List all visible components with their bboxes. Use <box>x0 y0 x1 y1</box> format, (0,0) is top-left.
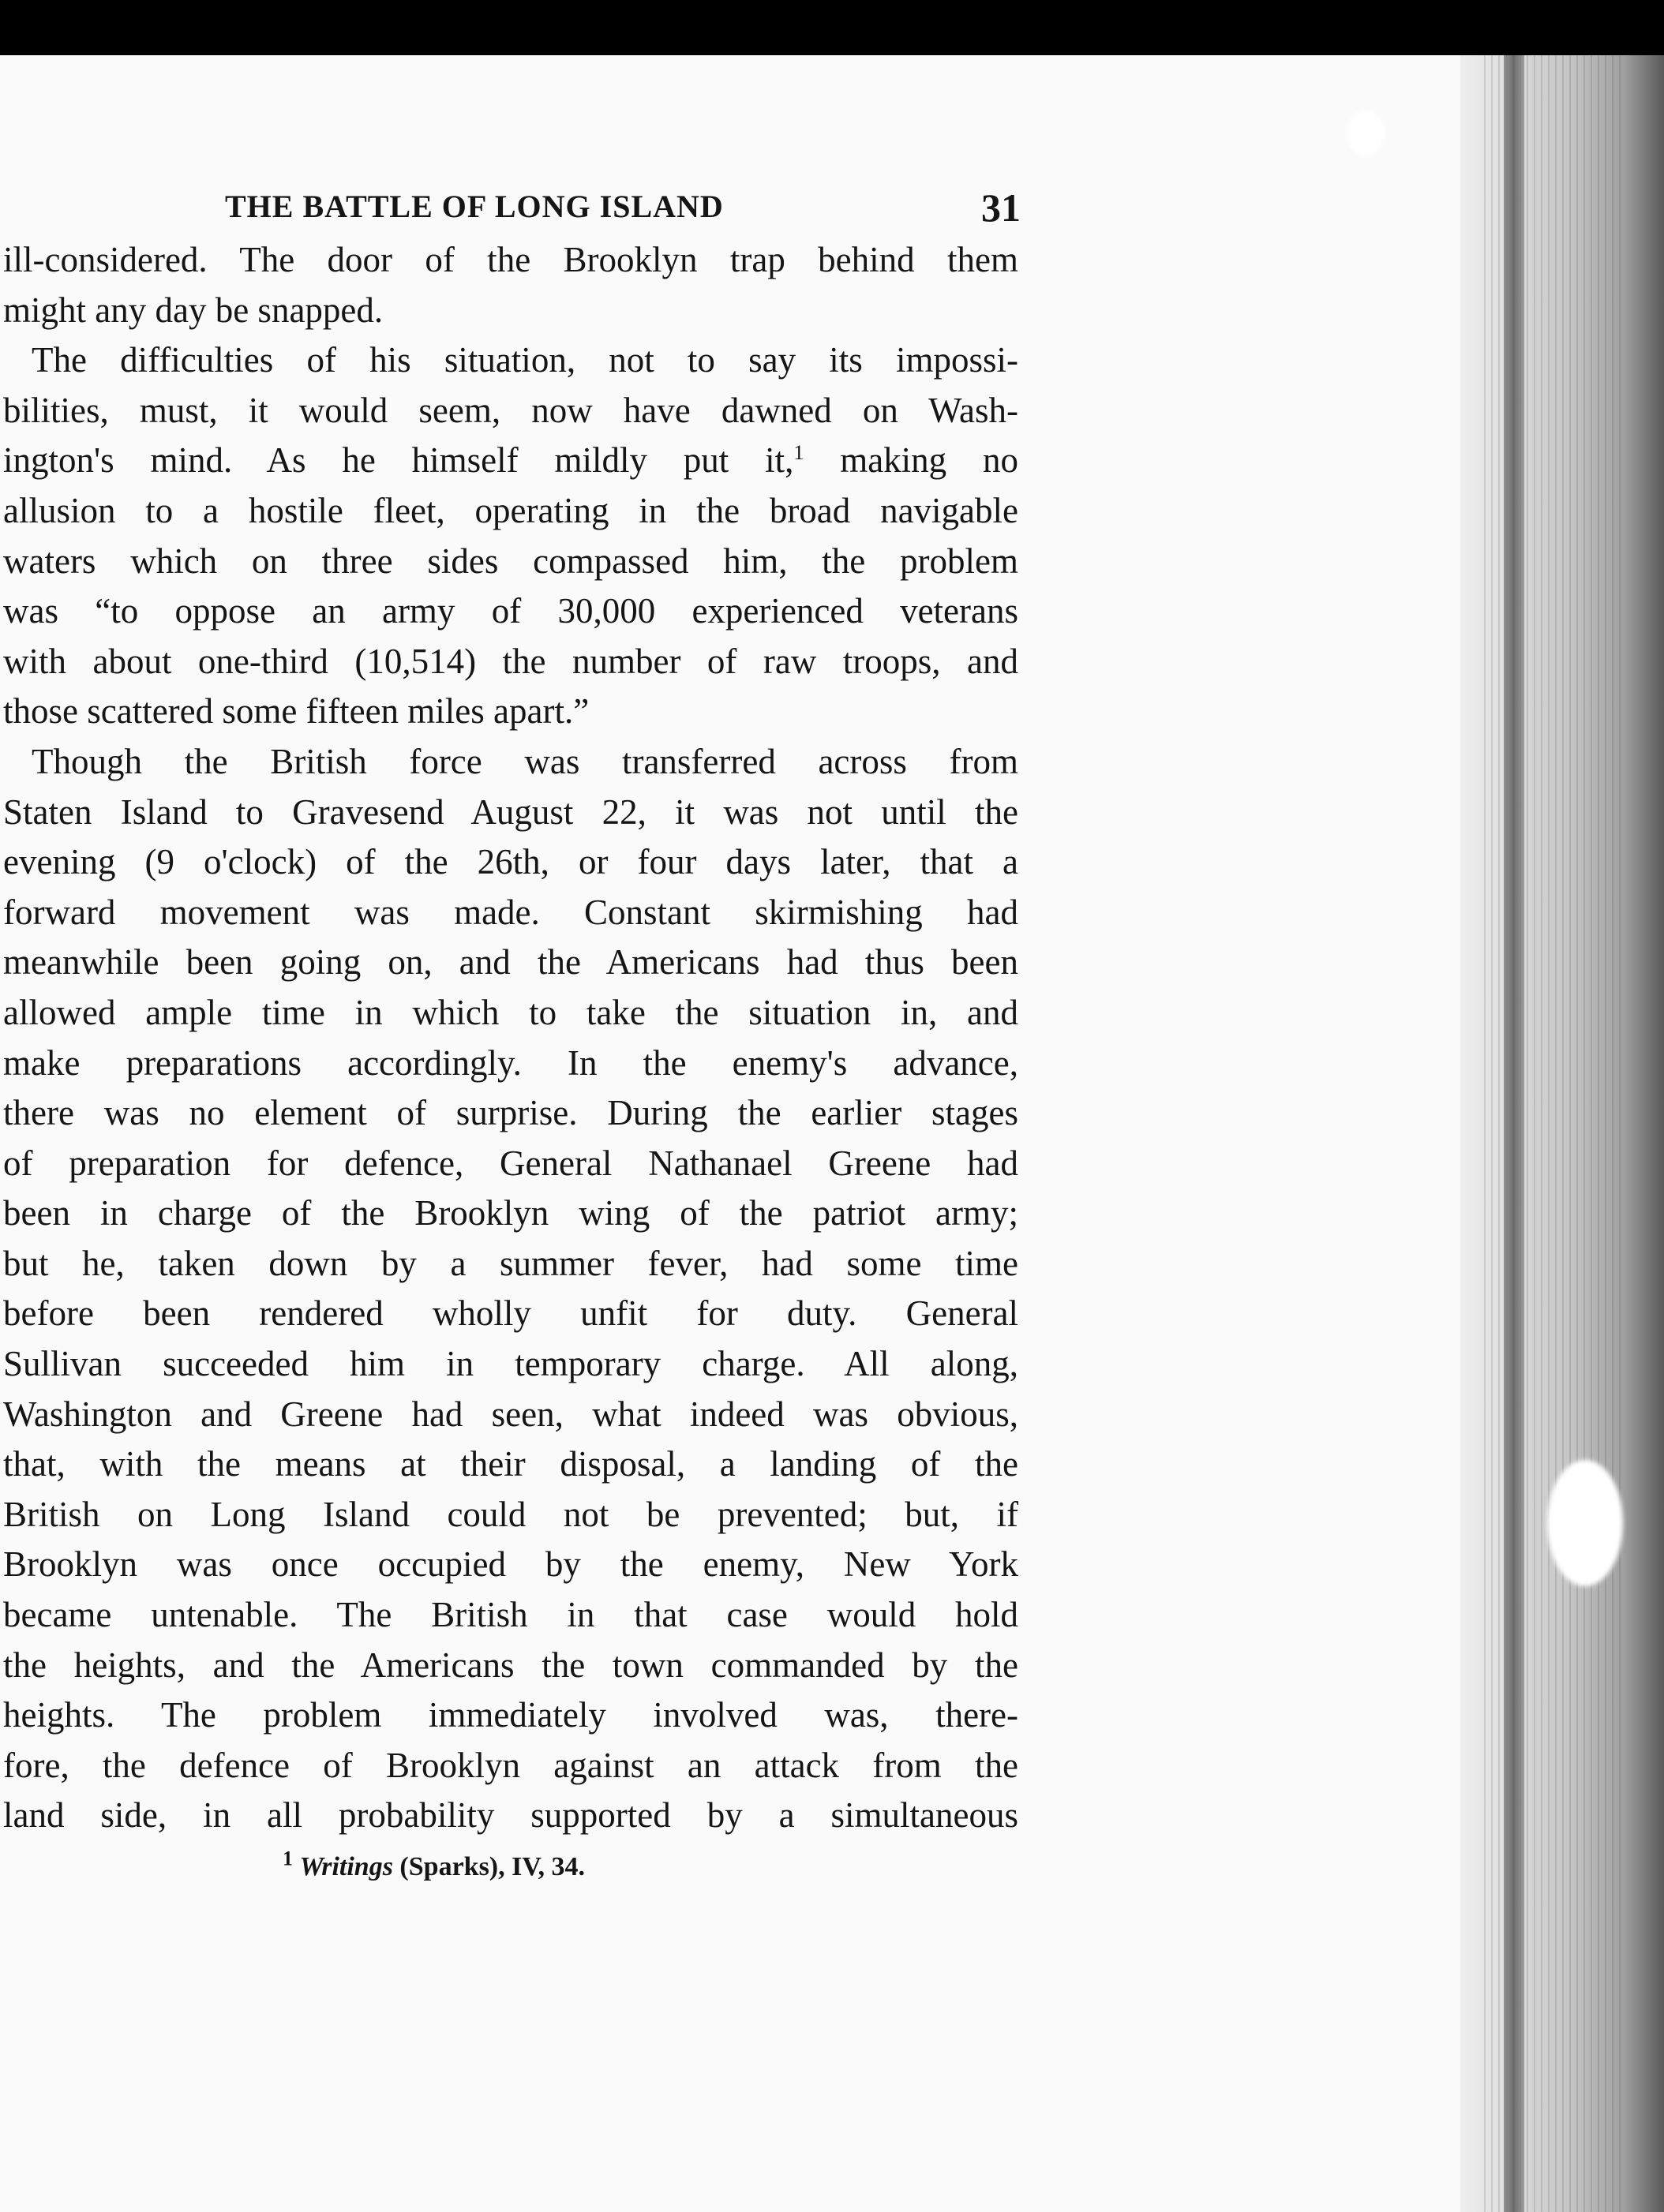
text-line: the heights, and the Americans the town commanded by the <box>3 1645 1018 1685</box>
text-line: waters which on three sides compassed him, the problem <box>3 541 1018 581</box>
text-line: was “to oppose an army of 30,000 experienced veterans <box>3 591 1018 631</box>
footnote-citation: (Sparks), IV, 34. <box>392 1852 586 1881</box>
text-line: Brooklyn was once occupied by the enemy, New York <box>3 1544 1018 1585</box>
page-number: 31 <box>981 185 1021 230</box>
text-line: heights. The problem immediately involved was, there- <box>3 1695 1018 1735</box>
footnote <box>0 1847 1018 1882</box>
text-line: that, with the means at their disposal, a landing of the <box>3 1444 1018 1484</box>
text-line: meanwhile been going on, and the Americans had thus been <box>3 942 1018 982</box>
text-line: became untenable. The British in that case would hold <box>3 1595 1018 1635</box>
text-line: fore, the defence of Brooklyn against an attack from the <box>3 1745 1018 1785</box>
text-line: Washington and Greene had seen, what indeed was obvious, <box>3 1394 1018 1434</box>
text-line: bilities, must, it would seem, now have dawned on Wash- <box>3 390 1018 430</box>
text-line: allusion to a hostile fleet, operating in the broad navigable <box>3 490 1018 530</box>
binding-shadow <box>1504 55 1524 2212</box>
text-line: make preparations accordingly. In the enemy's advance, <box>3 1042 1018 1083</box>
text-line: ill-considered. The door of the Brooklyn trap behind them <box>3 240 1018 279</box>
text-line: before been rendered wholly unfit for duty. General <box>3 1293 1018 1334</box>
text-line: British on Long Island could not be prevented; but, if <box>3 1494 1018 1534</box>
text-line: The difficulties of his situation, not to say its impossi- <box>32 340 1018 380</box>
footnote-reference: 1 <box>793 441 804 465</box>
footnote-marker: 1 <box>283 1847 293 1870</box>
text-line: might any day be snapped. <box>3 290 384 330</box>
text-line: with about one-third (10,514) the number of raw troops, and <box>3 641 1018 681</box>
text-line: but he, taken down by a summer fever, had some time <box>3 1243 1018 1283</box>
paragraph-1 <box>3 235 1018 335</box>
paragraph-2 <box>3 335 1018 737</box>
paragraph-3 <box>3 737 1018 1841</box>
text-line: been in charge of the Brooklyn wing of the patriot army; <box>3 1193 1018 1233</box>
text-line: land side, in all probability supported by a simultaneous <box>3 1795 1018 1836</box>
footnote-source-title: Writings <box>299 1852 393 1881</box>
text-line: Though the British force was transferred across from <box>32 741 1018 781</box>
text-line: there was no element of surprise. During the earlier stages <box>3 1093 1018 1133</box>
text-line: those scattered some fifteen miles apart.” <box>3 691 590 732</box>
text-line: Sullivan succeeded him in temporary charge. All along, <box>3 1344 1018 1384</box>
scan-blemish-top <box>1347 110 1385 156</box>
text-line: evening (9 o'clock) of the 26th, or four days later, that a <box>3 842 1018 882</box>
text-line: allowed ample time in which to take the situation in, and <box>3 992 1018 1032</box>
text-segment: ington's mind. As he himself mildly put it, <box>3 440 794 481</box>
text-line: Staten Island to Gravesend August 22, it was not until the <box>3 792 1018 832</box>
running-head <box>0 172 1021 230</box>
text-line-with-footnote-ref <box>3 436 1018 486</box>
text-line: of preparation for defence, General Nathanael Greene had <box>3 1143 1018 1183</box>
running-head-title: THE BATTLE OF LONG ISLAND <box>225 189 724 224</box>
text-line: forward movement was made. Constant skirmishing had <box>3 892 1018 932</box>
body-text <box>0 235 1018 1841</box>
scan-blemish-right <box>1547 1460 1623 1586</box>
page-content <box>0 172 1021 1882</box>
text-segment: making no <box>804 440 1018 481</box>
